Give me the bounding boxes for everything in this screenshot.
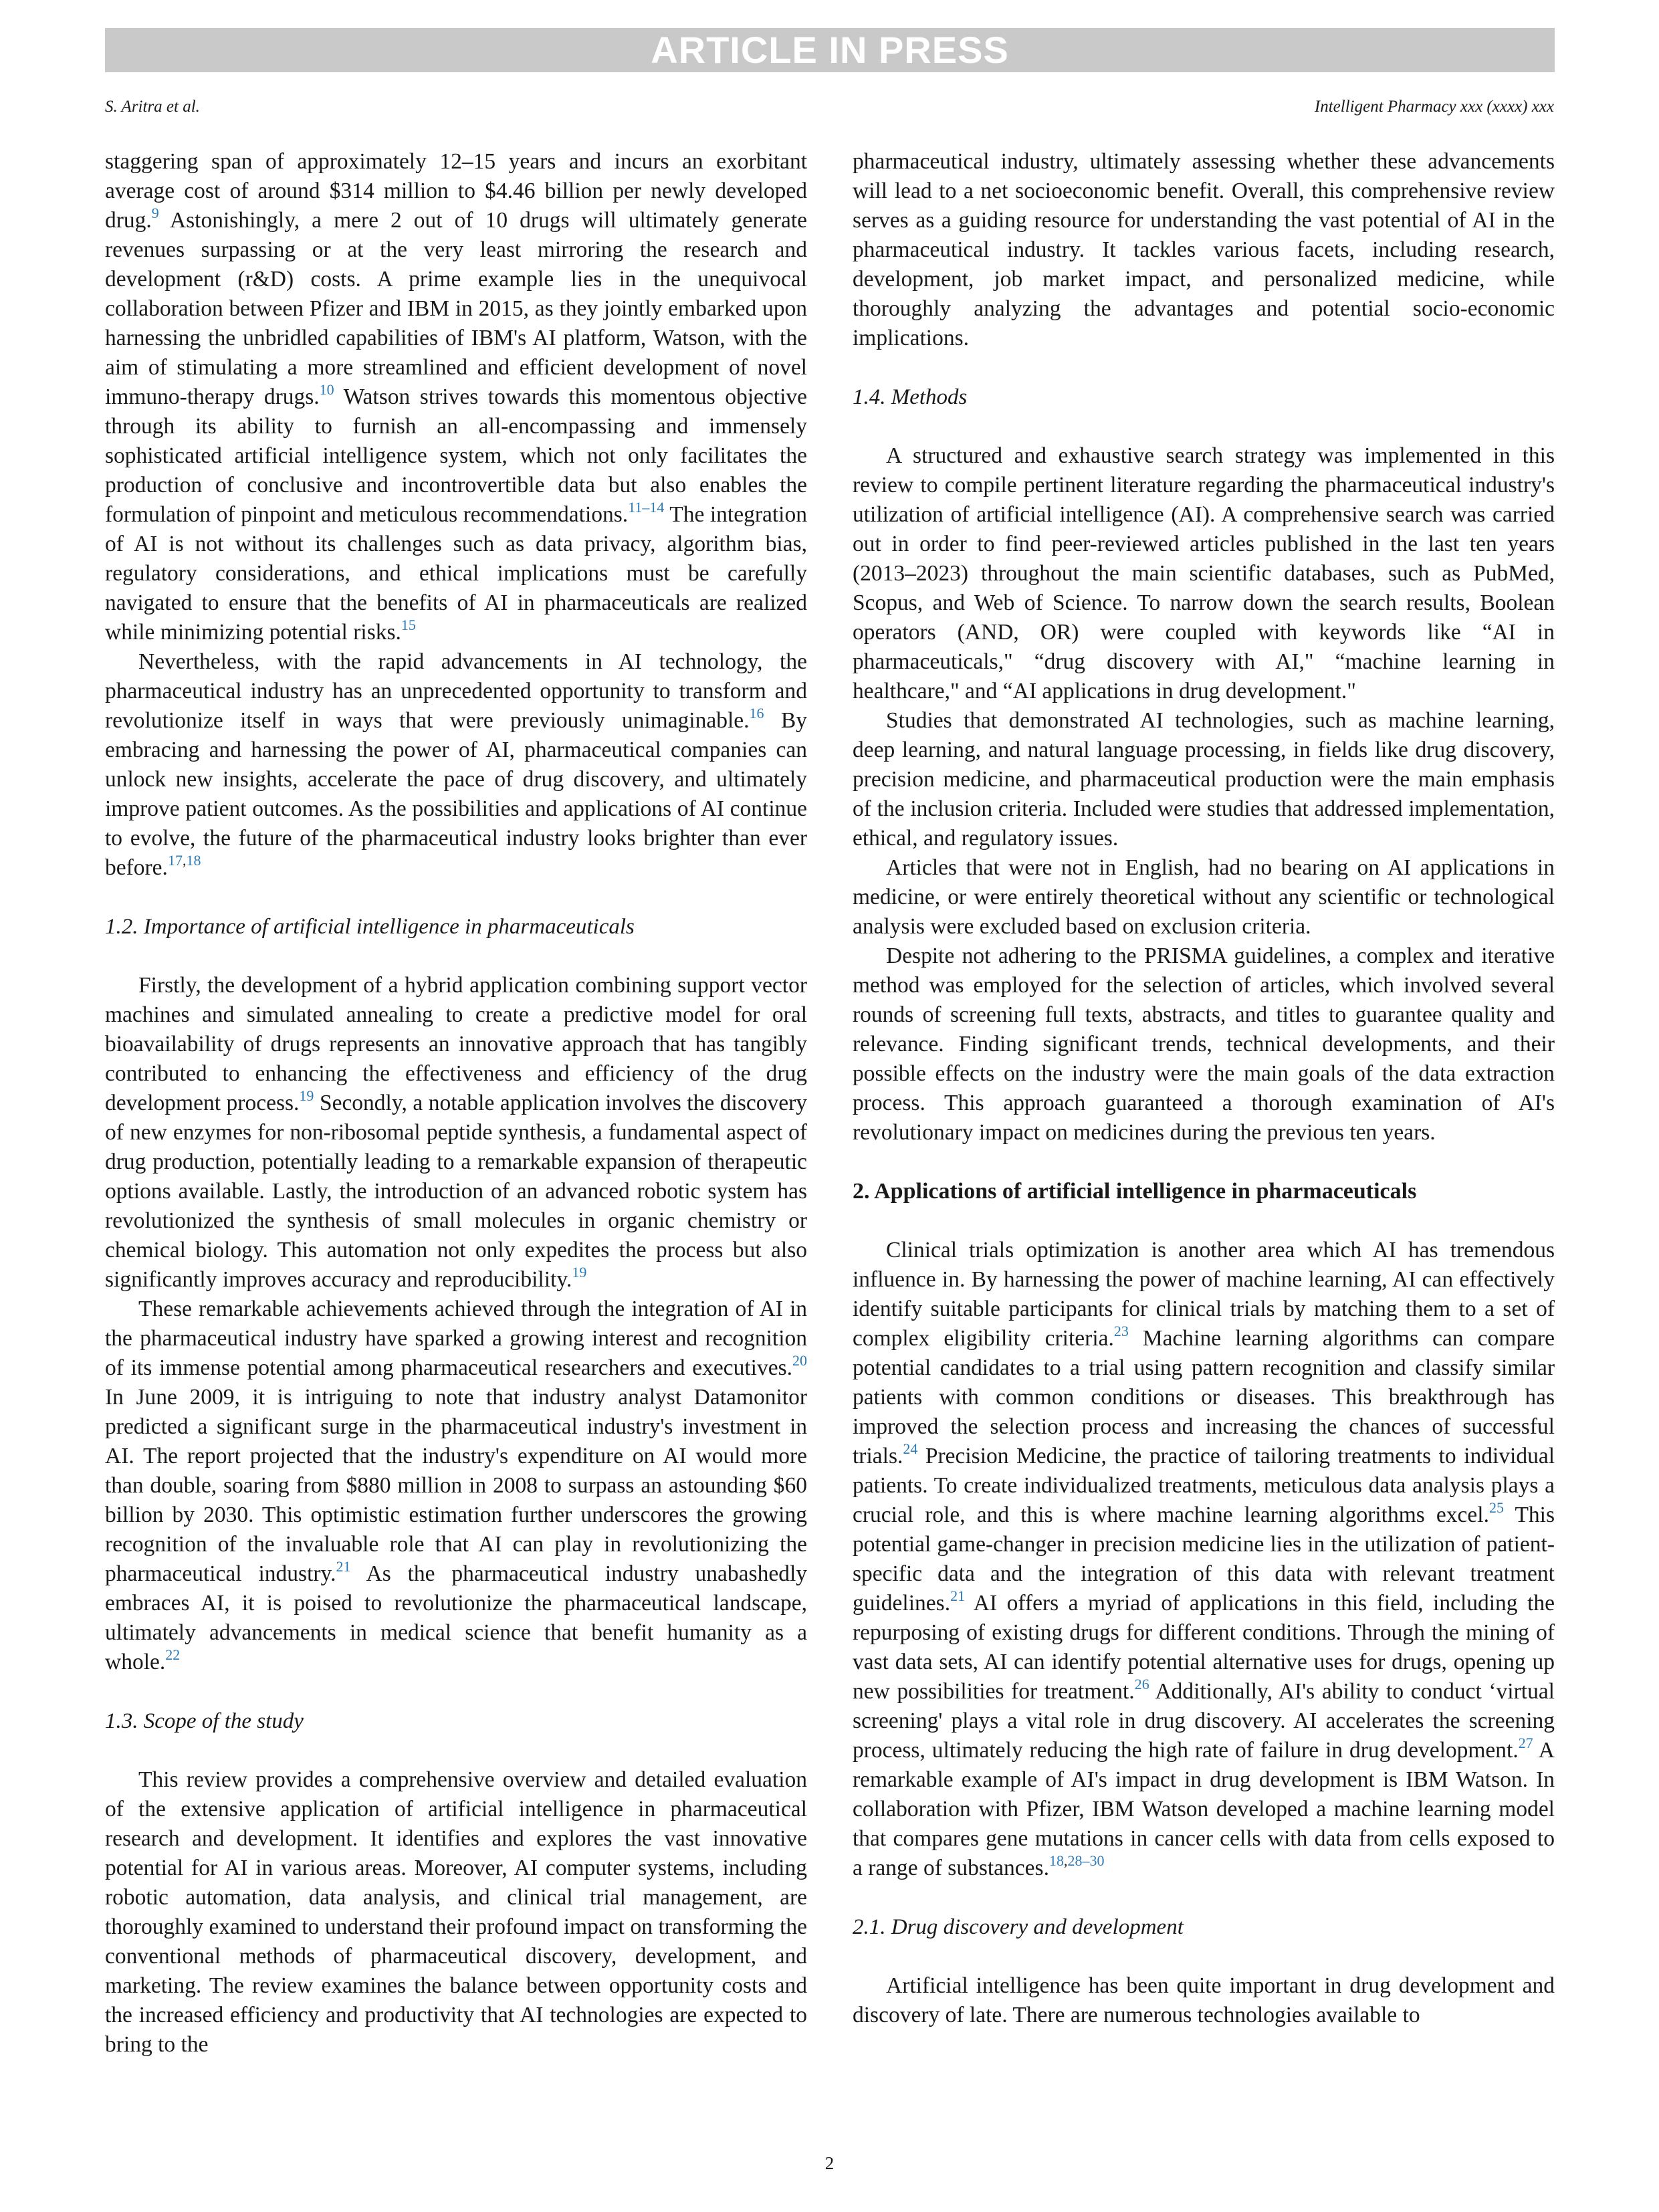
citation-link[interactable]: 23 xyxy=(1113,1323,1129,1339)
citation-link[interactable]: 20 xyxy=(792,1352,807,1369)
citation-link[interactable]: 26 xyxy=(1134,1676,1149,1692)
section-heading-1-2: 1.2. Importance of artificial intelligence in pharmaceuticals xyxy=(105,915,635,939)
citation-link[interactable]: 19 xyxy=(572,1264,587,1281)
paragraph: This review provides a comprehensive overview and detailed evaluation of the extensive application of artificial intelligence in pharmaceutical research and development. It identifies and explores the vast innovative potential for AI in various areas. Moreover, AI computer systems, including robotic automation, data analysis, and clinical trial management, are thoroughly examined to understand their profound impact on transforming the conventional methods of pharmaceutical discovery, development, and marketing. The review examines the balance between opportunity costs and the increased efficiency and productivity that AI technologies are expected to bring to the xyxy=(105,1767,807,2057)
paragraph: staggering span of approximately 12–15 years and incurs an exorbitant average cost of around $314 million to $4.46 billion per newly developed drug.$^9$ Astonishingly, a mere 2 out of 10 drugs will ultimately generate revenues surpassing or at the very least mirroring the research and development (r&D) costs. A prime example lies in the unequivocal collaboration between Pfizer and IBM in 2015, as they jointly embarked upon harnessing the unbridled capabilities of IBM's AI platform, Watson, with the aim of stimulating a more streamlined and efficient development of novel immuno-therapy drugs.$^{10}$ Watson strives towards this momentous objective through its ability to furnish an all-encompassing and immensely sophisticated artificial intelligence system, which not only facilitates the production of conclusive and incontrovertible data but also enables the formulation of pinpoint and meticulous recommendations.$^{11-14}$ The integration of AI is not without its challenges such as data privacy, algorithm bias, regulatory considerations, and ethical implications must be carefully navigated to ensure that the benefits of AI in pharmaceuticals are realized while minimizing potential risks.$^{15}$ xyxy=(105,149,808,645)
paragraph: Studies that demonstrated AI technologies, such as machine learning, deep learning, and natural language processing, in fields like drug discovery, precision medicine, and pharmaceutical production were the main emphasis of the inclusion criteria. Included were studies that addressed implementation, ethical, and regulatory issues. xyxy=(853,708,1555,851)
citation-link[interactable]: 18 xyxy=(1048,1852,1064,1869)
page-number: 2 xyxy=(824,2153,835,2173)
section-heading-1-3: 1.3. Scope of the study xyxy=(105,1709,304,1733)
citation-link[interactable]: 25 xyxy=(1488,1499,1504,1516)
paragraph: Nevertheless, with the rapid advancements in AI technology, the pharmaceutical industry has an unprecedented opportunity to transform and revolutionize itself in ways that were previously unimaginable.$^{16}$ By embracing and harnessing the power of AI, pharmaceutical companies can unlock new insights, accelerate the pace of drug discovery, and ultimately improve patient outcomes. As the possibilities and applications of AI continue to evolve, the future of the pharmaceutical industry looks brighter than ever before.$^{17,18}$ xyxy=(105,649,807,880)
paragraph: pharmaceutical industry, ultimately assessing whether these advancements will lead to a net socioeconomic benefit. Overall, this comprehensive review serves as a guiding resource for understanding the vast potential of AI in the pharmaceutical industry. It tackles various facets, including research, development, job market impact, and personalized medicine, while thoroughly analyzing the advantages and potential socio-economic implications. xyxy=(853,149,1555,350)
paragraph: These remarkable achievements achieved through the integration of AI in the pharmaceutical industry have sparked a growing interest and recognition of its immense potential among pharmaceutical researchers and executives.$^{20}$ In June 2009, it is intriguing to note that industry analyst Datamonitor predicted a significant surge in the pharmaceutical industry's investment in AI. The report projected that the industry's expenditure on AI would more than double, soaring from $880 million in 2008 to surpass an astounding $60 billion by 2030. This optimistic estimation further underscores the growing recognition of the invaluable role that AI can play in revolutionizing the pharmaceutical industry.$^{21}$ As the pharmaceutical industry unabashedly embraces AI, it is poised to revolutionize the pharmaceutical landscape, ultimately advancements in medical science that benefit humanity as a whole.$^{22}$ xyxy=(105,1297,807,1674)
citation-link[interactable]: 17 xyxy=(167,852,183,869)
citation-link[interactable]: 21 xyxy=(336,1558,351,1575)
right-column xyxy=(853,147,1555,2030)
section-heading-1-4: 1.4. Methods xyxy=(853,385,968,409)
citation-link[interactable]: 19 xyxy=(299,1087,314,1104)
running-head-journal: Intelligent Pharmacy xxx (xxxx) xxx xyxy=(1314,98,1554,116)
section-heading-2: 2. Applications of artificial intelligence in pharmaceuticals xyxy=(853,1179,1417,1204)
citation-link[interactable]: 22 xyxy=(165,1646,181,1663)
citation-link[interactable]: 24 xyxy=(903,1440,918,1457)
citation-link[interactable]: 9 xyxy=(151,205,159,221)
citation-link[interactable]: 27 xyxy=(1518,1735,1533,1751)
citation-link[interactable]: 16 xyxy=(749,705,764,722)
paragraph: Clinical trials optimization is another area which AI has tremendous influence in. By harnessing the power of machine learning, AI can effectively identify suitable participants for clinical trials by matching them to a set of complex eligibility criteria.$^{23}$ Machine learning algorithms can compare potential candidates to a trial using pattern recognition and classify similar patients with common conditions or diseases. This breakthrough has improved the selection process and increasing the chances of successful trials.$^{24}$ Precision Medicine, the practice of tailoring treatments to individual patients. To create individualized treatments, meticulous data analysis plays a crucial role, and this is where machine learning algorithms excel.$^{25}$ This potential game-changer in precision medicine lies in the utilization of patient-specific data and the integration of this data with relevant treatment guidelines.$^{21}$ AI offers a myriad of applications in this field, including the repurposing of existing drugs for different conditions. Through the mining of vast data sets, AI can identify potential alternative uses for drugs, opening up new possibilities for treatment.$^{26}$ Additionally, AI's ability to conduct ‘virtual screening' plays a vital role in drug discovery. AI accelerates the screening process, ultimately reducing the high rate of failure in drug development.$^{27}$ A remarkable example of AI's impact in drug development is IBM Watson. In collaboration with Pfizer, IBM Watson developed a machine learning model that compares gene mutations in cancer cells with data from cells exposed to a range of substances.$^{18,28-30}$ xyxy=(853,1238,1555,1880)
left-column xyxy=(105,147,807,2060)
citation-link[interactable]: 11–14 xyxy=(628,499,665,516)
citation-separator: , xyxy=(1063,1852,1068,1869)
citation-link[interactable]: 15 xyxy=(401,617,416,633)
citation-link[interactable]: 10 xyxy=(319,381,334,398)
paragraph: Articles that were not in English, had no bearing on AI applications in medicine, or were entirely theoretical without any scientific or technological analysis were excluded based on exclusion criteria. xyxy=(853,855,1555,939)
paragraph: A structured and exhaustive search strategy was implemented in this review to compile pertinent literature regarding the pharmaceutical industry's utilization of artificial intelligence (AI). A comprehensive search was carried out in order to find peer-reviewed articles published in the last ten years (2013–2023) throughout the main scientific databases, such as PubMed, Scopus, and Web of Science. To narrow down the search results, Boolean operators (AND, OR) were coupled with keywords like “AI in pharmaceuticals," “drug discovery with AI," “machine learning in healthcare," and “AI applications in drug development." xyxy=(853,443,1555,703)
paragraph: Artificial intelligence has been quite important in drug development and discovery of late. There are numerous technologies available to xyxy=(853,1973,1555,2027)
section-heading-2-1: 2.1. Drug discovery and development xyxy=(853,1915,1184,1939)
paragraph: Firstly, the development of a hybrid application combining support vector machines and simulated annealing to create a predictive model for oral bioavailability of drugs represents an innovative approach that has tangibly contributed to enhancing the effectiveness and efficiency of the drug development process.$^{19}$ Secondly, a notable application involves the discovery of new enzymes for non-ribosomal peptide synthesis, a fundamental aspect of drug production, potentially leading to a remarkable expansion of therapeutic options available. Lastly, the introduction of an advanced robotic system has revolutionized the synthesis of small molecules in organic chemistry or chemical biology. This automation not only expedites the process but also significantly improves accuracy and reproducibility.$^{19}$ xyxy=(105,973,807,1292)
citation-separator: , xyxy=(182,852,187,869)
paragraph: Despite not adhering to the PRISMA guidelines, a complex and iterative method was employed for the selection of articles, which involved several rounds of screening full texts, abstracts, and titles to guarantee quality and relevance. Finding significant trends, technical developments, and their possible effects on the industry were the main goals of the data extraction process. This approach guaranteed a thorough examination of AI's revolutionary impact on medicines during the previous ten years. xyxy=(853,944,1555,1145)
citation-link[interactable]: 21 xyxy=(950,1587,966,1604)
running-head-authors: S. Aritra et al. xyxy=(105,98,200,116)
citation-link[interactable]: 28–30 xyxy=(1067,1852,1105,1869)
article-in-press-banner: ARTICLE IN PRESS xyxy=(105,28,1555,72)
citation-link[interactable]: 18 xyxy=(186,852,201,869)
